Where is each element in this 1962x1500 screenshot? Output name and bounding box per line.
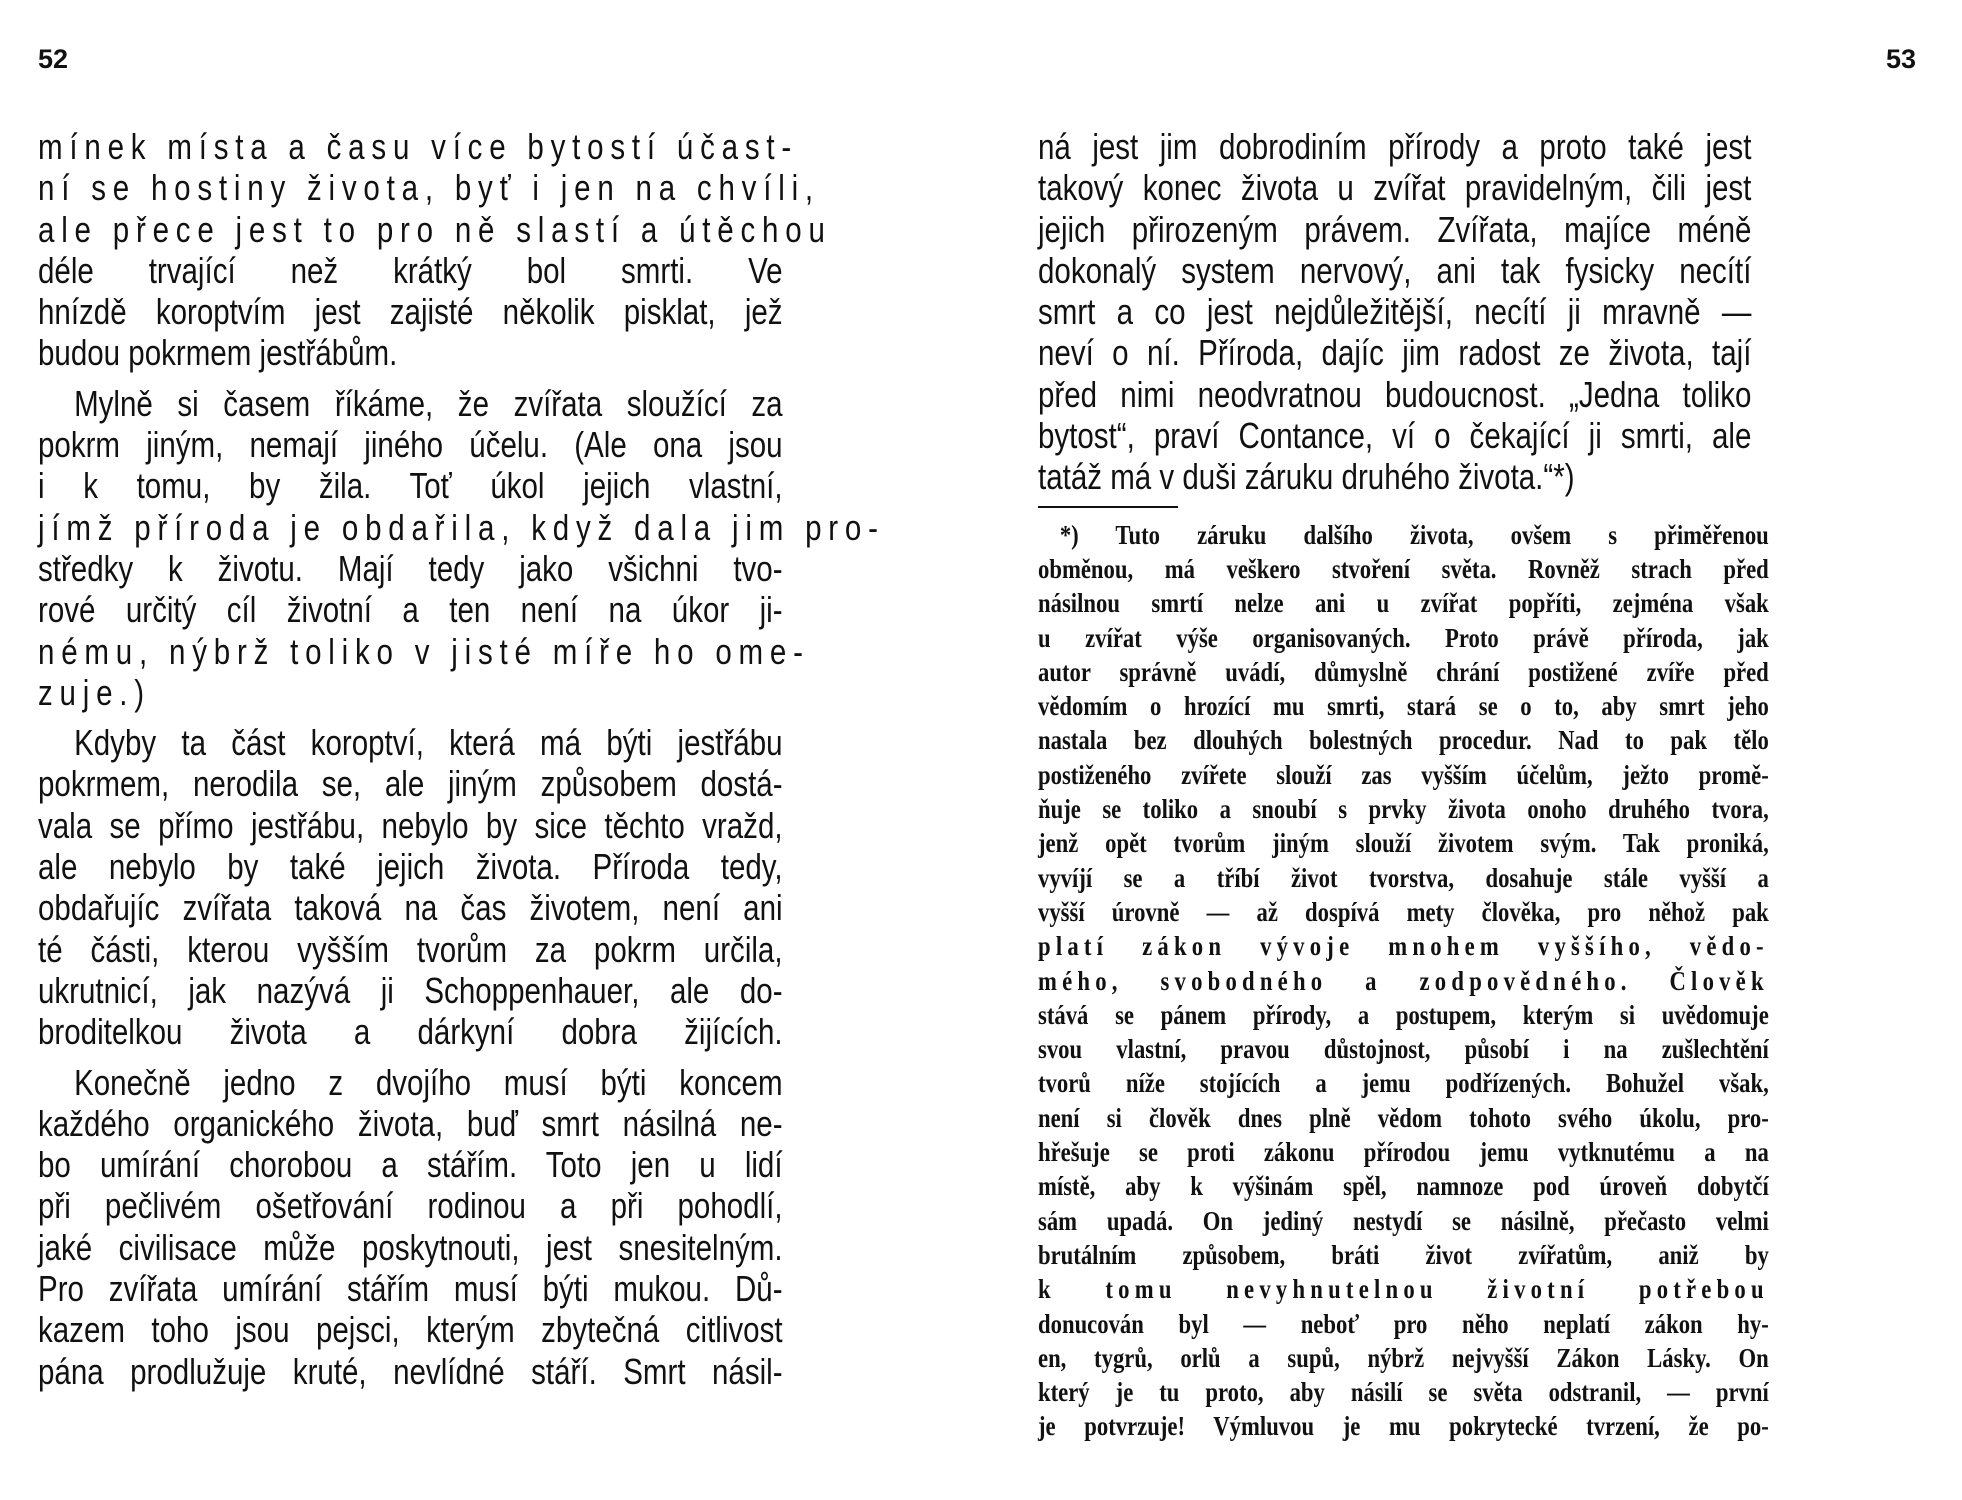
- footnote-line: obměnou, má veškero stvoření světa. Rovněž strach před: [1038, 553, 1769, 584]
- main-text: [38, 126, 946, 1392]
- page-number: 52: [38, 44, 69, 74]
- text-line: déle trvající než krátký bol smrti. Ve: [38, 249, 783, 291]
- text-line: bo umírání chorobou a stářím. Toto jen u lidí: [38, 1144, 783, 1186]
- footnote-line: místě, aby k výšinám spěl, namnoze pod úroveň dobytčí: [1038, 1171, 1769, 1202]
- footnote-line: hřešuje se proti zákonu přírodou jemu vytknutému a na: [1038, 1137, 1769, 1168]
- footnote-line: je potvrzuje! Výmluvou je mu pokrytecké tvrzení, že po-: [1038, 1411, 1769, 1442]
- right-page: [981, 0, 1962, 1500]
- text-line: neví o ní. Příroda, dajíc jim radost ze života, tají: [1038, 332, 1752, 374]
- footnote-line: není si člověk dnes plně vědom tohoto svého úkolu, pro-: [1038, 1102, 1769, 1133]
- text-line: ale nebylo by také jejich života. Příroda tedy,: [38, 846, 783, 888]
- text-line: ukrutnicí, jak nazývá ji Schoppenhauer, ale do-: [38, 969, 783, 1011]
- footnote-line: stává se pánem přírody, a postupem, kterým si uvědomuje: [1038, 999, 1769, 1030]
- footnote-line: vědomím o hrozící mu smrti, stará se o to, aby smrt jeho: [1038, 691, 1769, 722]
- footnote-line: k tomu nevyhnutelnou životní potřebou: [1038, 1274, 1769, 1305]
- text-line: hnízdě koroptvím jest zajisté několik pisklat, jež: [38, 291, 783, 333]
- footnote-line: vyšší úrovně — až dospívá mety člověka, pro něhož pak: [1038, 896, 1769, 927]
- text-line: tatáž má v duši záruku druhého života.“*): [1038, 456, 1575, 498]
- text-line: smrt a co jest nejdůležitější, necítí ji mravně —: [1038, 291, 1752, 333]
- text-line: Kdyby ta část koroptví, která má býti jestřábu: [74, 722, 783, 764]
- text-line: i k tomu, by žila. Toť úkol jejich vlastní,: [38, 465, 783, 507]
- text-line: Pro zvířata umírání stářím musí býti mukou. Dů-: [38, 1268, 783, 1310]
- main-text: [1038, 126, 1908, 1444]
- text-line: při pečlivém ošetřování rodinou a při pohodlí,: [38, 1185, 783, 1227]
- text-line: bytost“, praví Contance, ví o čekající ji smrti, ale: [1038, 415, 1752, 457]
- text-line: zuje.): [38, 671, 151, 713]
- text-line: kazem toho jsou pejsci, kterým zbytečná citlivost: [38, 1309, 783, 1351]
- footnote-divider: [1038, 506, 1178, 508]
- text-line: ní se hostiny života, byť i jen na chvíli,: [38, 167, 820, 209]
- text-line: mínek místa a času více bytostí účast-: [38, 126, 799, 167]
- footnote-line: platí zákon vývoje mnohem vyššího, vědo-: [1038, 931, 1769, 962]
- text-line: středky k životu. Mají tedy jako všichni tvo-: [38, 547, 783, 589]
- text-line: jaké civilisace může poskytnouti, jest snesitelným.: [38, 1226, 783, 1268]
- text-line: pána prodlužuje kruté, nevlídné stáří. Smrt násil-: [38, 1350, 783, 1392]
- text-line: pokrmem, nerodila se, ale jiným způsobem dostá-: [38, 763, 783, 805]
- footnote-line: jenž opět tvorům jiným slouží životem svým. Tak proniká,: [1038, 828, 1769, 859]
- footnote-line: tvorů níže stojících a jemu podřízených. Bohužel však,: [1038, 1068, 1769, 1099]
- footnote-line: nastala bez dlouhých bolestných procedur. Nad to pak tělo: [1038, 725, 1769, 756]
- text-line: dokonalý system nervový, ani tak fysicky necítí: [1038, 249, 1752, 291]
- text-line: Konečně jedno z dvojího musí býti koncem: [74, 1061, 783, 1103]
- footnote-line: ňuje se toliko a snoubí s prvky života onoho druhého tvora,: [1038, 794, 1769, 825]
- text-line: vala se přímo jestřábu, nebylo by sice těchto vražd,: [38, 804, 783, 846]
- footnote-line: autor správně uvádí, důmyslně chrání postižené zvíře před: [1038, 656, 1769, 687]
- text-line: pokrm jiným, nemají jiného účelu. (Ale ona jsou: [38, 424, 783, 466]
- text-line: ale přece jest to pro ně slastí a útěchou: [38, 208, 832, 250]
- text-line: Mylně si časem říkáme, že zvířata sloužící za: [74, 382, 783, 424]
- text-line: každého organického života, buď smrt násilná ne-: [38, 1102, 783, 1144]
- footnote-line: u zvířat výše organisovaných. Proto právě příroda, jak: [1038, 622, 1769, 653]
- text-line: jímž příroda je obdařila, když dala jim pro-: [38, 506, 885, 548]
- footnote-line: postiženého zvířete slouží zas vyšším účelům, ježto promě-: [1038, 759, 1769, 790]
- text-line: nému, nýbrž toliko v jisté míře ho ome-: [38, 630, 810, 672]
- text-line: budou pokrmem jestřábům.: [38, 332, 398, 374]
- footnote-line: mého, svobodného a zodpovědného. Člověk: [1038, 965, 1769, 996]
- footnote-line: svou vlastní, pravou důstojnost, působí i na zušlechtění: [1038, 1034, 1769, 1065]
- text-line: rové určitý cíl životní a ten není na úkor ji-: [38, 589, 783, 631]
- text-line: obdařujíc zvířata taková na čas životem, není ani: [38, 887, 783, 929]
- footnote-line: který je tu proto, aby násilí se světa odstranil, — první: [1038, 1377, 1769, 1408]
- footnote: [1038, 518, 1908, 1444]
- footnote-line: brutálním způsobem, bráti život zvířatům, aniž by: [1038, 1239, 1769, 1270]
- text-line: ná jest jim dobrodiním přírody a proto také jest: [1038, 126, 1752, 167]
- footnote-line: donucován byl — neboť pro něho neplatí zákon hy-: [1038, 1308, 1769, 1339]
- page-number: 53: [1885, 44, 1916, 74]
- footnote-line: en, tygrů, orlů a supů, nýbrž nejvyšší Zákon Lásky. On: [1038, 1342, 1769, 1373]
- footnote-line: sám upadá. On jediný nestydí se násilně, přečasto velmi: [1038, 1205, 1769, 1236]
- text-line: jejich přirozeným právem. Zvířata, majíce méně: [1038, 208, 1752, 250]
- text-line: broditelkou života a dárkyní dobra žijících.: [38, 1011, 783, 1053]
- text-line: před nimi neodvratnou budoucnost. „Jedna toliko: [1038, 373, 1752, 415]
- text-line: takový konec života u zvířat pravidelným, čili jest: [1038, 167, 1752, 209]
- footnote-line: *) Tuto záruku dalšího života, ovšem s přiměřenou: [1059, 519, 1769, 550]
- footnote-line: násilnou smrtí nelze ani u zvířat popříti, zejména však: [1038, 588, 1769, 619]
- text-line: té části, kterou vyšším tvorům za pokrm určila,: [38, 928, 783, 970]
- footnote-line: vyvíjí se a tříbí život tvorstva, dosahuje stále vyšší a: [1038, 862, 1769, 893]
